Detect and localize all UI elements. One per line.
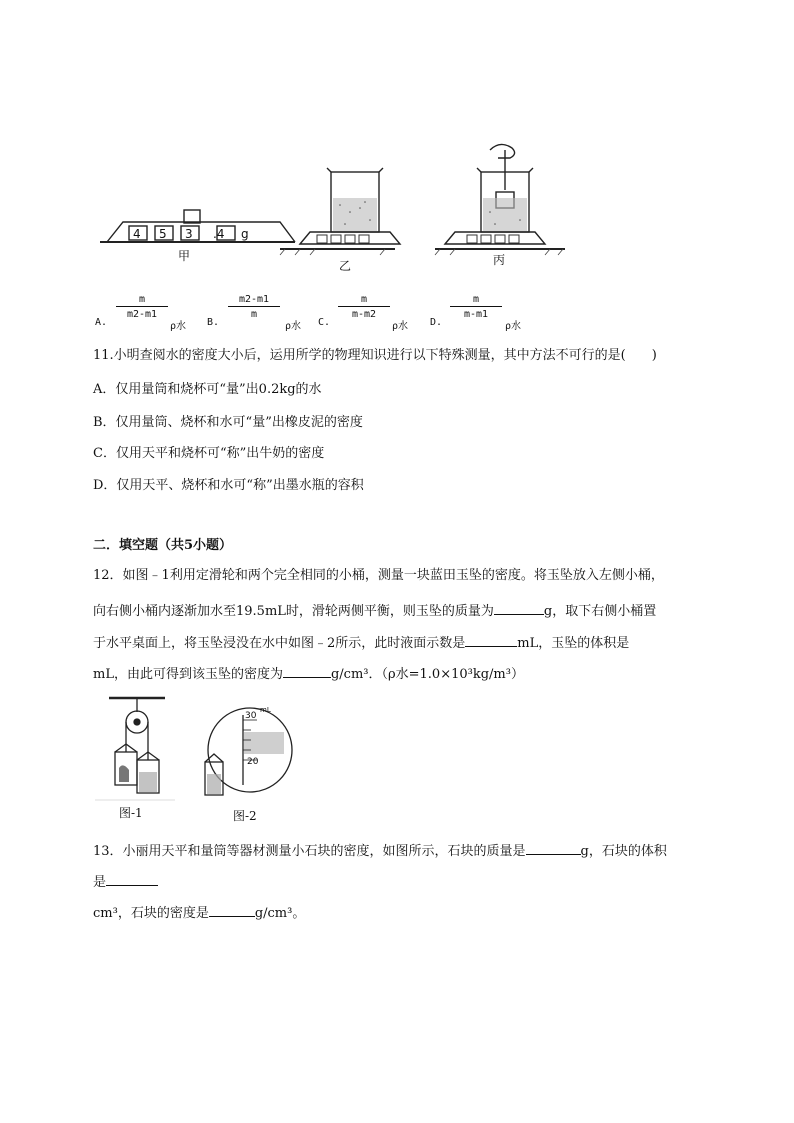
cylinder-mark-30: 30 — [245, 711, 257, 721]
q11-option-a: A．仅用量筒和烧杯可“量”出0.2kg的水 — [93, 382, 322, 397]
option-c-rho: ρ水 — [392, 321, 409, 332]
option-d-rho: ρ水 — [505, 321, 522, 332]
answer-blank[interactable] — [526, 840, 581, 855]
answer-blank[interactable] — [106, 871, 158, 886]
q13-line-1: 13．小丽用天平和量筒等器材测量小石块的密度，如图所示，石块的质量是 g，石块的体积 — [93, 840, 667, 862]
q13-line-3: cm³，石块的密度是 g/cm³。 — [93, 902, 305, 924]
q12-line-1: 12．如图﹣1利用定滑轮和两个完全相同的小桶，测量一块蓝田玉坠的密度。将玉坠放入左侧小桶， — [93, 568, 664, 583]
label-bing: 丙 — [493, 253, 506, 267]
figure-caption-2: 图-2 — [233, 809, 257, 823]
option-a-label: A. — [95, 317, 108, 328]
weight-label: 3 — [185, 227, 193, 241]
figure-caption-1: 图-1 — [119, 806, 143, 820]
cylinder-mark-20: 20 — [247, 757, 259, 767]
q13-line-2: 是 — [93, 871, 158, 893]
weight-label: .4 — [213, 227, 225, 241]
weight-label: 4 — [133, 227, 141, 241]
q11-stem: 11.小明查阅水的密度大小后，运用所学的物理知识进行以下特殊测量，其中方法不可行的是( ) — [93, 348, 657, 363]
answer-blank[interactable] — [465, 632, 517, 647]
answer-blank[interactable] — [494, 600, 544, 615]
q11-option-d: D．仅用天平、烧杯和水可“称”出墨水瓶的容积 — [93, 478, 364, 493]
answer-blank[interactable] — [283, 663, 331, 678]
option-d-fraction: $\frac{m}{m-m1}$ — [450, 294, 502, 320]
answer-blank[interactable] — [209, 902, 255, 917]
figure-balance-experiment — [95, 120, 575, 275]
q12-line-3: 于水平桌面上，将玉坠浸没在水中如图﹣2所示，此时液面示数是 mL，玉坠的体积是 — [93, 632, 629, 654]
weight-label: g — [241, 227, 249, 241]
option-a-rho: ρ水 — [170, 321, 187, 332]
option-c-fraction: $\frac{m}{m-m2}$ — [338, 294, 390, 320]
cylinder-unit: mL — [260, 706, 271, 714]
q11-option-c: C．仅用天平和烧杯可“称”出牛奶的密度 — [93, 446, 325, 461]
weight-label: 5 — [159, 227, 167, 241]
option-a-fraction: $\frac{m}{m2-m1}$ — [116, 294, 168, 320]
section-heading: 二．填空题（共5小题） — [93, 538, 233, 553]
q12-line-2: 向右侧小桶内逐渐加水至19.5mL时，滑轮两侧平衡，则玉坠的质量为 g，取下右侧小桶置 — [93, 600, 656, 622]
q11-option-b: B．仅用量筒、烧杯和水可“量”出橡皮泥的密度 — [93, 415, 363, 430]
option-b-label: B. — [207, 317, 220, 328]
label-jia: 甲 — [178, 249, 191, 263]
q12-line-4: mL，由此可得到该玉坠的密度为 g/cm³．（ρ水=1.0×10³kg/m³） — [93, 663, 524, 685]
label-yi: 乙 — [339, 259, 352, 273]
option-c-label: C. — [318, 317, 331, 328]
option-b-fraction: $\frac{m2-m1}{m}$ — [228, 294, 280, 320]
option-b-rho: ρ水 — [285, 321, 302, 332]
option-d-label: D. — [430, 317, 443, 328]
